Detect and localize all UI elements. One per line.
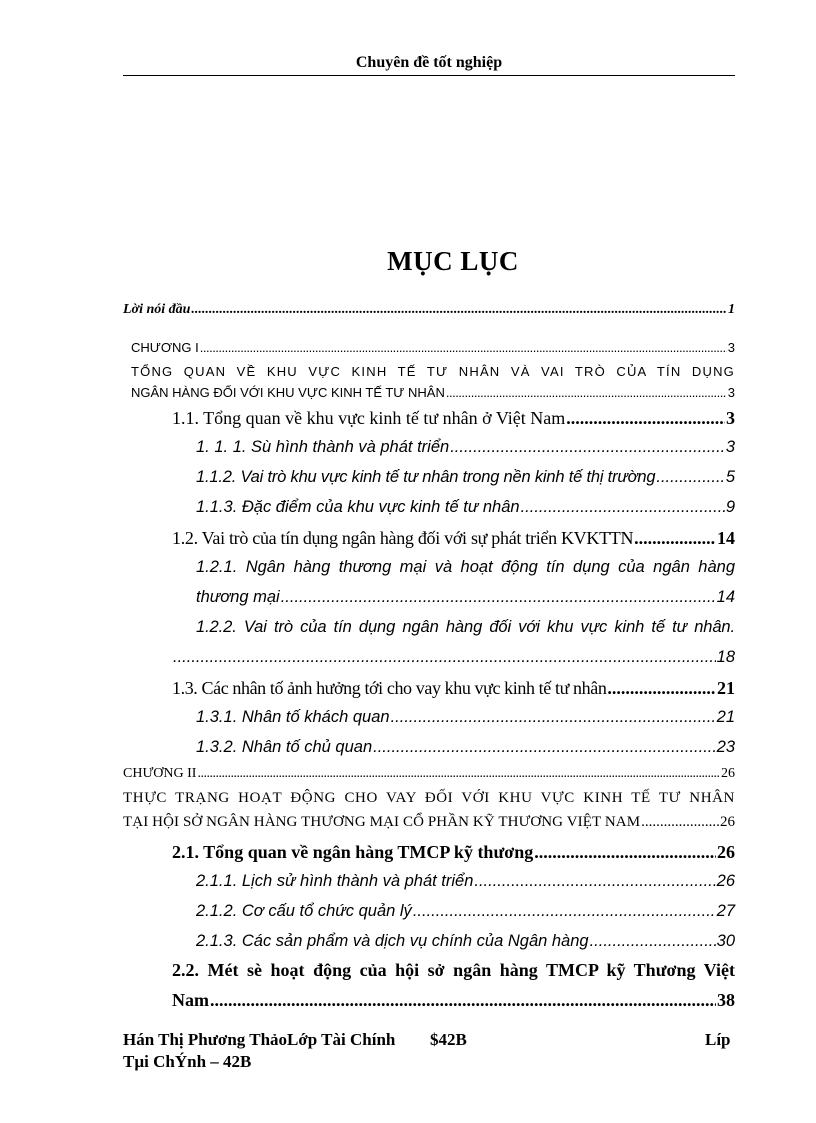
toc-entry-chuong-1[interactable]: CHƯƠNG I ..... 3: [131, 340, 735, 355]
toc-entry-1-3-2[interactable]: 1.3.2. Nhân tố chủ quan ..... 23: [196, 738, 735, 757]
toc-entry-1-2-2-line2[interactable]: ..... 18: [172, 648, 735, 667]
toc-entry-loi-noi-dau[interactable]: Lời nói đầu ..... 1: [123, 302, 735, 318]
toc-title: MỤC LỤC: [387, 246, 519, 276]
toc-entry-1-3-1[interactable]: 1.3.1. Nhân tố khách quan ..... 21: [196, 708, 735, 727]
toc-entry-1-2[interactable]: 1.2. Vai trò của tín dụng ngân hàng đối với sự phát triển KVKTTN ..... 14: [172, 528, 735, 549]
toc-chuong-1-title-line2[interactable]: NGÂN HÀNG ĐỐI VỚI KHU VỰC KINH TẾ TƯ NHÂN ..... 3: [131, 385, 735, 400]
toc-entry-2-1-1[interactable]: 2.1.1. Lịch sử hình thành và phát triển ..... 26: [196, 872, 735, 891]
toc-entry-1-1-2[interactable]: 1.1.2. Vai trò khu vực kinh tế tư nhân trong nền kinh tế thị trường ..... 5: [196, 468, 735, 487]
toc-chuong-2-title-line2[interactable]: TẠI HỘI SỞ NGÂN HÀNG THƯƠNG MẠI CỔ PHẦN KỸ THƯƠNG VIỆT NAM ..... 26: [123, 814, 735, 831]
toc-chuong-1-title-line1[interactable]: TỔNG QUAN VỀ KHU VỰC KINH TẾ TƯ NHÂN VÀ VAI TRÒ CỦA TÍN DỤNG: [131, 364, 735, 379]
footer-line2: Tµi ChÝnh – 42B: [123, 1052, 252, 1071]
toc-entry-2-1-3[interactable]: 2.1.3. Các sản phẩm và dịch vụ chính của Ngân hàng ..... 30: [196, 932, 735, 951]
toc-entry-1-1-3[interactable]: 1.1.3. Đặc điểm của khu vực kinh tế tư nhân ..... 9: [196, 498, 735, 517]
toc-entry-1-1-1[interactable]: 1. 1. 1. Sù hình thành và phát triển ..... 3: [196, 438, 735, 457]
toc-entry-chuong-2[interactable]: CHƯƠNG II ..... 26: [123, 766, 735, 782]
toc-entry-1-3[interactable]: 1.3. Các nhân tố ảnh hưởng tới cho vay khu vực kinh tế tư nhân ..... 21: [172, 678, 735, 699]
toc-entry-2-1[interactable]: 2.1. Tổng quan về ngân hàng TMCP kỹ thương ..... 26: [172, 842, 735, 863]
toc-entry-1-2-2-line1[interactable]: 1.2.2. Vai trò của tín dụng ngân hàng đối với khu vực kinh tế tư nhân.: [196, 618, 735, 636]
toc-entry-2-2-line1[interactable]: 2.2. Mét sè hoạt động của hội sở ngân hàng TMCP kỹ Thương Việt: [172, 960, 735, 980]
footer-class-code: $42B: [430, 1030, 467, 1049]
footer-lop: Líp: [705, 1030, 731, 1049]
toc-entry-1-2-1-line2[interactable]: thương mại ..... 14: [196, 588, 735, 607]
toc-entry-1-1[interactable]: 1.1. Tổng quan về khu vực kinh tế tư nhân ở Việt Nam ..... 3: [172, 408, 735, 429]
footer-author-class: Hán Thị Phương ThảoLớp Tài Chính: [123, 1030, 396, 1049]
toc-chuong-2-title-line1[interactable]: THỰC TRẠNG HOẠT ĐỘNG CHO VAY ĐỐI VỚI KHU VỰC KINH TẾ TƯ NHÂN: [123, 790, 735, 806]
toc-entry-2-1-2[interactable]: 2.1.2. Cơ cấu tổ chức quản lý ..... 27: [196, 902, 735, 921]
toc-entry-2-2-line2[interactable]: Nam ..... 38: [172, 990, 735, 1011]
toc-entry-1-2-1-line1[interactable]: 1.2.1. Ngân hàng thương mại và hoạt động tín dụng của ngân hàng: [196, 558, 735, 576]
page-header-title: Chuyên đề tốt nghiệp: [355, 54, 503, 71]
